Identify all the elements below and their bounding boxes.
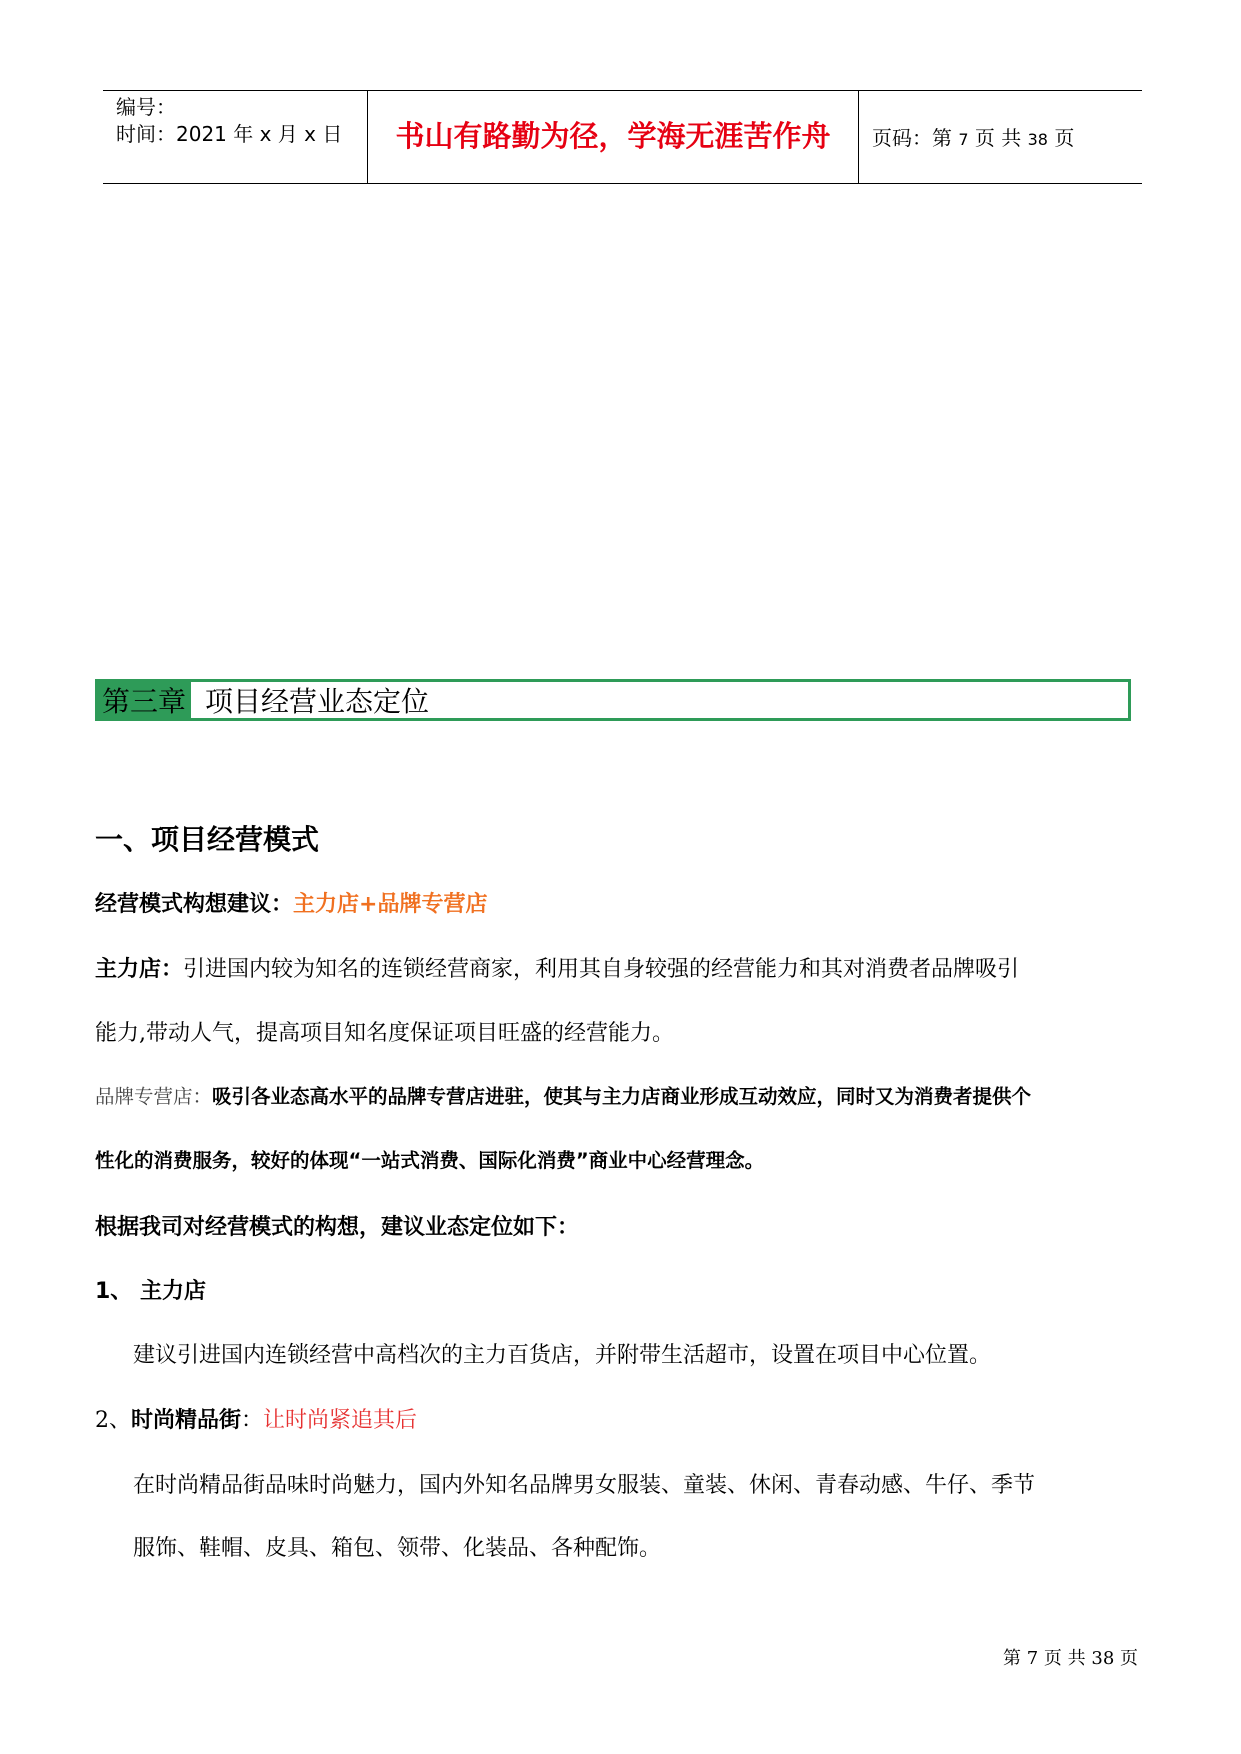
section-heading: 一、项目经营模式 [95, 823, 320, 856]
positioning-intro: 根据我司对经营模式的构想，建议业态定位如下： [95, 1215, 580, 1240]
footer-prefix: 第 [1003, 1648, 1021, 1669]
item2-label: 时尚精品街 [131, 1408, 242, 1433]
header-meta [116, 94, 342, 148]
header-bottom-rule [103, 183, 1142, 184]
brand-label: 品牌专营店： [95, 1085, 213, 1108]
item2-text-1: 在时尚精品街品味时尚魅力，国内外知名品牌男女服装、童装、休闲、青春动感、牛仔、季节 [133, 1473, 1036, 1498]
proposal-label: 经营模式构想建议： [95, 892, 294, 917]
footer-total: 38 [1091, 1648, 1115, 1669]
chapter-number: 第三章 [98, 682, 191, 718]
item2-slogan: 让时尚紧追其后 [263, 1408, 418, 1433]
chapter-banner [95, 679, 1131, 721]
anchor-paragraph-line-1 [95, 952, 1019, 983]
brand-paragraph-line-1 [95, 1081, 1031, 1109]
header-top-rule [103, 90, 1142, 91]
header-page-middle: 页 共 [974, 126, 1022, 150]
header-number-label: 编号： [116, 95, 176, 119]
footer-current: 7 [1026, 1648, 1039, 1669]
header-page-info [872, 124, 1074, 154]
header-time-label: 时间：2021 年 x 月 x 日 [116, 122, 343, 146]
item2-number: 2、 [95, 1408, 131, 1433]
chapter-title: 项目经营业态定位 [205, 685, 430, 718]
item2-heading [95, 1403, 417, 1434]
page-footer [1003, 1644, 1138, 1670]
brand-text-2: 性化的消费服务，较好的体现“一站式消费、国际化消费”商业中心经营理念。 [95, 1149, 765, 1172]
header-page-total: 38 [1027, 130, 1048, 149]
anchor-label: 主力店： [95, 957, 184, 982]
header-motto: 书山有路勤为径，学海无涯苦作舟 [395, 119, 831, 153]
proposal-value: 主力店+品牌专营店 [293, 892, 488, 917]
header-divider-right [858, 90, 859, 183]
item1-text: 建议引进国内连锁经营中高档次的主力百货店，并附带生活超市，设置在项目中心位置。 [133, 1343, 992, 1368]
item2-colon: ： [241, 1408, 264, 1433]
footer-middle: 页 共 [1043, 1648, 1086, 1669]
footer-suffix: 页 [1120, 1648, 1139, 1669]
item2-text-2: 服饰、鞋帽、皮具、箱包、领带、化装品、各种配饰。 [133, 1536, 662, 1561]
item1-heading: 1、 主力店 [95, 1279, 206, 1304]
anchor-text-2: 能力,带动人气，提高项目知名度保证项目旺盛的经营能力。 [95, 1021, 674, 1046]
anchor-text-1: 引进国内较为知名的连锁经营商家，利用其自身较强的经营能力和其对消费者品牌吸引 [183, 957, 1020, 982]
brand-text-1: 吸引各业态高水平的品牌专营店进驻，使其与主力店商业形成互动效应，同时又为消费者提供个 [212, 1085, 1032, 1108]
proposal-line [95, 887, 487, 918]
header-page-current: 7 [958, 130, 969, 149]
header-page-suffix: 页 [1054, 126, 1075, 150]
header-page-prefix: 页码：第 [872, 126, 952, 150]
